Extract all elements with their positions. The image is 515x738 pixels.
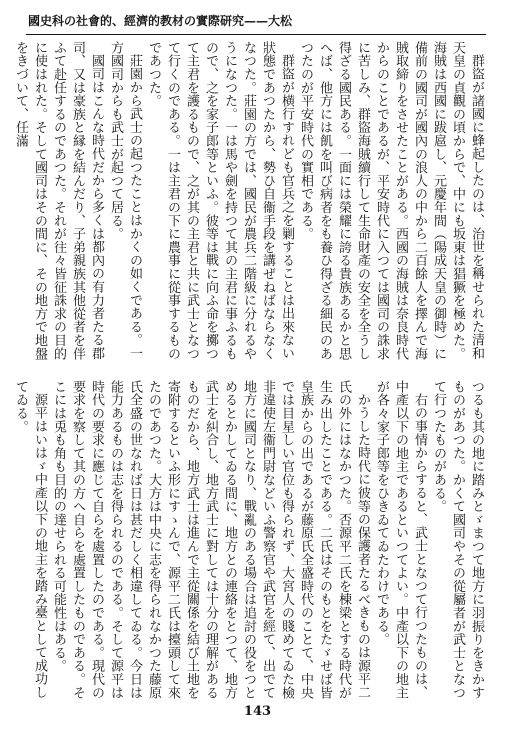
paragraph: 右の事情からすると、武士となつて行つたものは、中產以下の地主であるといつてよい。中產以下の地主が各々家子郎等をひきゐてゐたわけである。 <box>374 380 427 700</box>
upper-text-block <box>13 41 486 361</box>
paragraph: 源平はいはゞ中產以下の地主を踏み臺として成功してゐる。 <box>13 380 47 699</box>
lower-text-block <box>13 380 486 700</box>
paragraph: つるも其の地に踏みとゞまつて地方に羽振りをきかすものがあつた。かくて國司やその從屬者が武士となつて行つたものがある。 <box>431 380 484 700</box>
running-header: 國史科の社會的、經濟的教材の實際研究——大松 <box>28 14 293 28</box>
page-number: 143 <box>243 704 272 719</box>
paragraph: 國司はこんな時代だから多くは都內の有力者たる郡司、又は豪族と縁を結んだり、子弟親族其他從者を伴ふて赴任するのであつた。それが往々皆征誅求の目的に使はれた。そして國司はその間に、その地方で地盤をきづいて、任滿 <box>13 41 104 361</box>
paragraph: かうした時代に彼等の保護者たるべきものは源平二氏の外にはなかつた。否源平二氏を棟梁とする時代が生み出したことである。二氏はそのもとをたゞせば皆皇族からの出であるが藤原氏全盛時代のことて、中央では目星しい官位も得られず、大宮人の賤めてゐた檢非違使左衞門尉などいふ警察官や武官を經て、出でて地方に國司となり、戰亂のある場合は追討の役をつとめるとかしてゐる間に、地方との連絡をとつて、地方武士を糾合し、地方武士に對しては十分の理解があるものだから、地方武士は進んで主從關係を結び土地を寄附するといふ形にすゝんで、源平二氏は擡頭して來たのであつた。大方は中央に志を得られなかつた藤原氏全盛の世なれば日は甚だしく相違してゐる。今日は能力あるものは志を得られるのである。そして源平は時代の要求に應じて自らを處置したのである。現代の要求を察して其の方へ自らを處置したものである。そこには兎も角も目的の達せられる可能性はある。 <box>51 380 370 700</box>
paragraph: 群盜が横行すれども官兵之を剿することは出來ない狀態であつたから、勢ひ自衞手段を講ぜねばならなくなつた。莊園の方では、國民が農兵二階級に分れるやうになつた。一は馬や劍を持つて其の主君に事ふるもので、之を家子郎等といふ。彼等は戰に向ふ命を擲つて主君を護るもので、之が其の主君と共に武士となつて行くのである。一は主君の下に農事に從事するものであつた。 <box>146 41 294 361</box>
paragraph: 莊園から武士の起つたことはかくの如くである。一方國司からも武士が起つて居る。 <box>108 41 142 360</box>
paragraph: 群盜が諸國に蜂起したのは、治世を稱せられた清和天皇の貞觀の頃からで、中にも坂東は猖獗を極めた。海賊は西國に跋扈し、元慶年間（陽成天皇の御時）に備前の國司が國內の浪人の中から二百餘人を擇んで海賊取締りをさせたことがある。西國の海賊は奈良時代からのことであるが、平安時代に入つては國司の誅求に苦しみ、群盜海賊續行して生命財產の安全を全うし得ざる國民ある。一面には榮耀に誇る貴族あるかと思へば、他方には飢を叫び病者をも養ひ得ざる細民のあつたのが平安時代の實相である。 <box>298 41 484 361</box>
page-body <box>13 41 486 700</box>
header-rule <box>26 34 486 35</box>
